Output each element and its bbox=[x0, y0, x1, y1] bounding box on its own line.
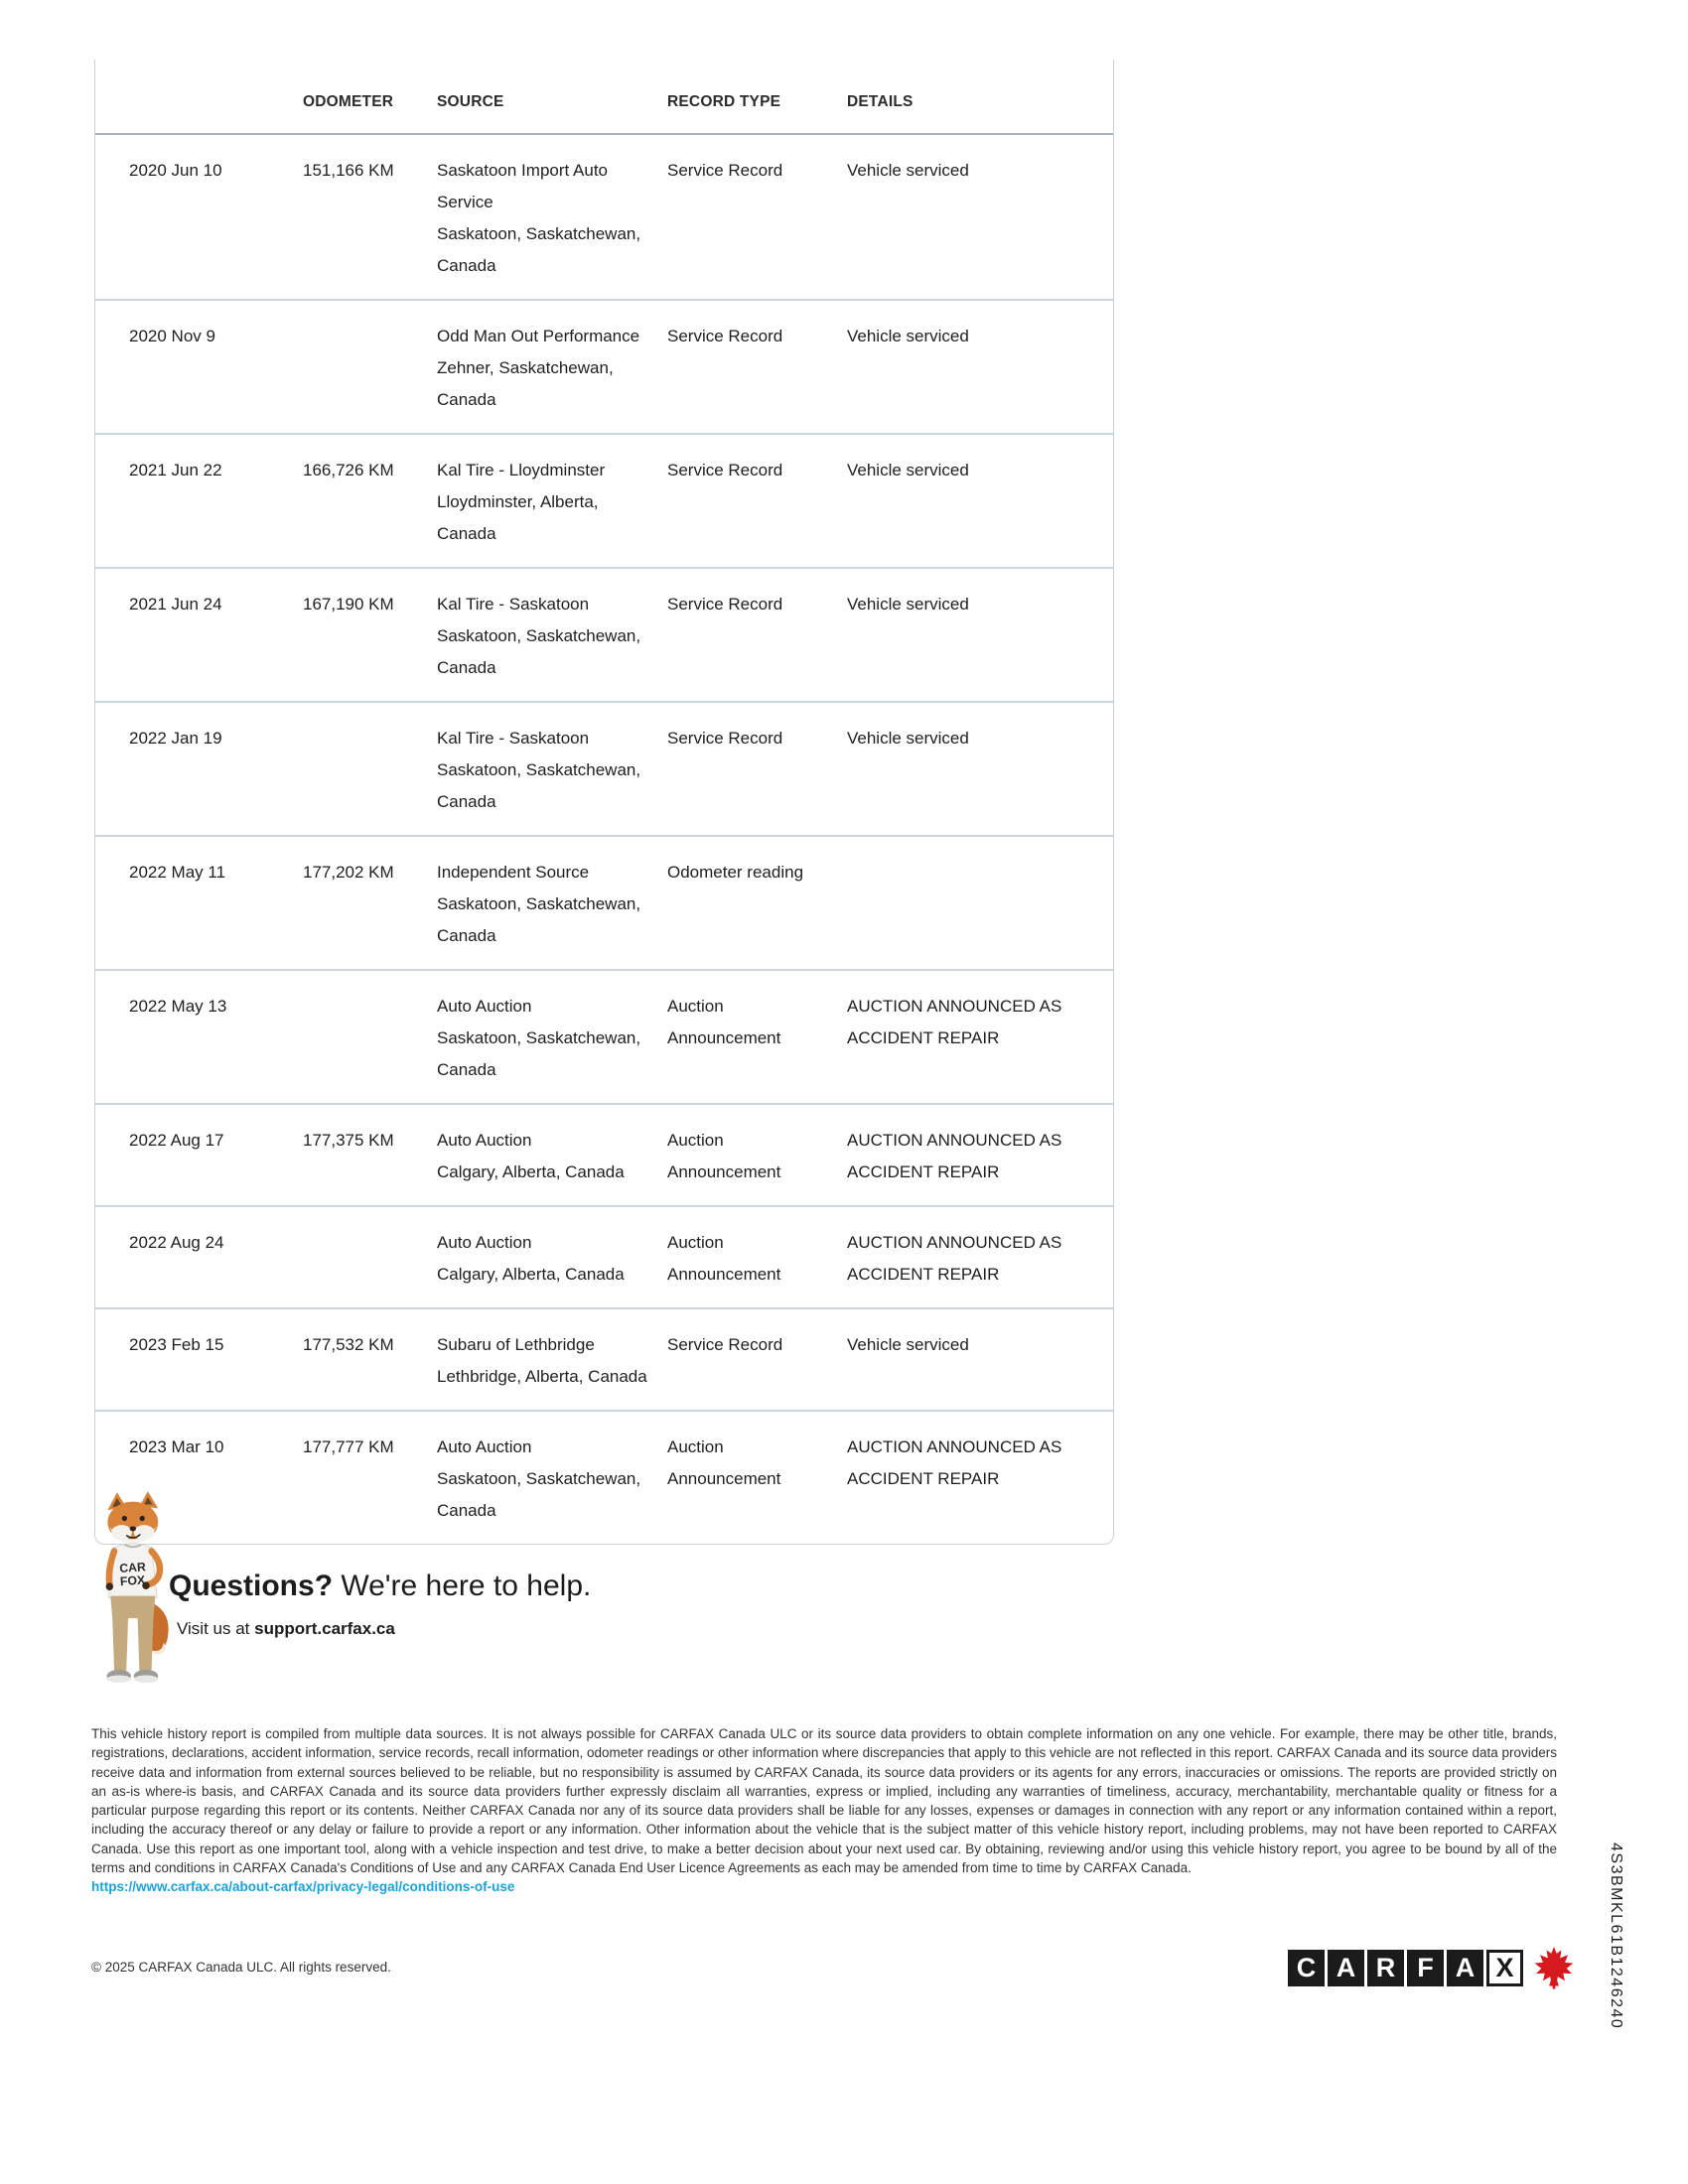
header-record-type: RECORD TYPE bbox=[667, 93, 781, 110]
record-date: 2023 Mar 10 bbox=[129, 1437, 224, 1456]
record-date: 2021 Jun 22 bbox=[129, 461, 222, 479]
record-type: Auction Announcement bbox=[667, 1233, 781, 1284]
source-name: Auto Auction bbox=[437, 1131, 532, 1150]
record-source bbox=[437, 1432, 667, 1527]
record-type: Service Record bbox=[667, 327, 783, 345]
source-location: Saskatoon, Saskatchewan, Canada bbox=[437, 1469, 641, 1520]
record-odometer bbox=[303, 321, 437, 416]
source-name: Kal Tire - Saskatoon bbox=[437, 595, 590, 614]
source-location: Saskatoon, Saskatchewan, Canada bbox=[437, 626, 641, 677]
table-row bbox=[95, 971, 1113, 1105]
logo-letter-f: F bbox=[1407, 1950, 1444, 1986]
help-title-bold: Questions? bbox=[169, 1570, 334, 1602]
record-details: Vehicle serviced bbox=[847, 595, 969, 614]
record-odometer: 177,202 KM bbox=[303, 863, 394, 882]
record-details: AUCTION ANNOUNCED AS ACCIDENT REPAIR bbox=[847, 1131, 1062, 1181]
header-source: SOURCE bbox=[437, 93, 504, 110]
record-type: Service Record bbox=[667, 729, 783, 748]
header-details: DETAILS bbox=[847, 93, 914, 110]
source-location: Saskatoon, Saskatchewan, Canada bbox=[437, 894, 641, 945]
record-date: 2022 Aug 24 bbox=[129, 1233, 224, 1252]
carfax-logo bbox=[1288, 1946, 1577, 1989]
record-source bbox=[437, 155, 667, 282]
record-date: 2023 Feb 15 bbox=[129, 1335, 224, 1354]
record-details: Vehicle serviced bbox=[847, 461, 969, 479]
source-name: Kal Tire - Lloydminster bbox=[437, 461, 606, 479]
record-date: 2022 Jan 19 bbox=[129, 729, 222, 748]
source-name: Auto Auction bbox=[437, 1233, 532, 1252]
record-date: 2020 Nov 9 bbox=[129, 327, 215, 345]
source-name: Auto Auction bbox=[437, 997, 532, 1016]
table-row bbox=[95, 1207, 1113, 1309]
record-type: Auction Announcement bbox=[667, 1437, 781, 1488]
record-source bbox=[437, 455, 667, 550]
source-name: Odd Man Out Performance bbox=[437, 327, 640, 345]
logo-letter-c: C bbox=[1288, 1950, 1325, 1986]
record-odometer: 177,777 KM bbox=[303, 1437, 394, 1456]
record-source bbox=[437, 1125, 667, 1188]
header-odometer: ODOMETER bbox=[303, 93, 394, 110]
record-details: Vehicle serviced bbox=[847, 729, 969, 748]
source-location: Zehner, Saskatchewan, Canada bbox=[437, 358, 614, 409]
legal-disclaimer bbox=[91, 1724, 1557, 1897]
carfax-logo-letters bbox=[1288, 1950, 1523, 1986]
record-date: 2021 Jun 24 bbox=[129, 595, 222, 614]
record-details: Vehicle serviced bbox=[847, 161, 969, 180]
record-details: AUCTION ANNOUNCED AS ACCIDENT REPAIR bbox=[847, 1437, 1062, 1488]
source-location: Calgary, Alberta, Canada bbox=[437, 1162, 625, 1181]
source-name: Independent Source bbox=[437, 863, 590, 882]
source-location: Saskatoon, Saskatchewan, Canada bbox=[437, 760, 641, 811]
disclaimer-text: This vehicle history report is compiled from multiple data sources. It is not always possible for CARFAX Canada ULC or its source data providers to obtain complete information on any one vehicle. For example, there may be other title, brands, registrations, declarations, accident information, service records, recall information, odometer readings or other information where discrepancies that apply to this vehicle are not reflected in this report. CARFAX Canada and its source data providers receive data and information from external sources believed to be reliable, but no responsibility is assumed by CARFAX Canada, its source data providers or its agents for any errors, inaccuracies or omissions. The reports are provided strictly on an as-is where-is basis, and CARFAX Canada and its source data providers further expressly disclaim all warranties, express or implied, including any warranties of timeliness, accuracy, merchantability, merchantable quality or fitness for a particular purpose regarding this report or its contents. Neither CARFAX Canada nor any of its source data providers shall be liable for any losses, expenses or damages in connection with any report or any information contained within a report, including the accuracy thereof or any delay or failure to provide a report or any information. Other information about the vehicle that is the subject matter of this vehicle history report, including problems, may not have been reported to CARFAX Canada. Use this report as one important tool, along with a vehicle inspection and test drive, to make a better decision about your next used car. By obtaining, reviewing and/or using this vehicle history report, you agree to be bound by all of the terms and conditions in CARFAX Canada's Conditions of Use and any CARFAX Canada End User Licence Agreements as each may be amended from time to time by CARFAX Canada. bbox=[91, 1726, 1557, 1876]
record-odometer: 167,190 KM bbox=[303, 595, 394, 614]
source-location: Saskatoon, Saskatchewan, Canada bbox=[437, 224, 641, 275]
table-row bbox=[95, 135, 1113, 301]
table-row bbox=[95, 301, 1113, 435]
record-type: Odometer reading bbox=[667, 863, 804, 882]
carfox-mascot bbox=[83, 1491, 177, 1688]
source-location: Lloydminster, Alberta, Canada bbox=[437, 492, 599, 543]
record-odometer: 177,532 KM bbox=[303, 1335, 394, 1354]
record-details: Vehicle serviced bbox=[847, 1335, 969, 1354]
record-odometer: 177,375 KM bbox=[303, 1131, 394, 1150]
record-source bbox=[437, 321, 667, 416]
table-header-row bbox=[95, 60, 1113, 135]
help-title bbox=[169, 1567, 591, 1606]
record-details bbox=[847, 857, 1090, 952]
record-odometer bbox=[303, 723, 437, 818]
table-row bbox=[95, 703, 1113, 837]
source-name: Kal Tire - Saskatoon bbox=[437, 729, 590, 748]
source-name: Saskatoon Import Auto Service bbox=[437, 161, 608, 211]
conditions-of-use-link[interactable]: https://www.carfax.ca/about-carfax/privacy-legal/conditions-of-use bbox=[91, 1879, 515, 1895]
logo-letter-x: X bbox=[1486, 1950, 1523, 1986]
support-site: support.carfax.ca bbox=[254, 1619, 395, 1638]
record-source bbox=[437, 589, 667, 684]
table-row bbox=[95, 837, 1113, 971]
table-row bbox=[95, 435, 1113, 569]
record-type: Service Record bbox=[667, 595, 783, 614]
logo-letter-a: A bbox=[1328, 1950, 1364, 1986]
record-details: AUCTION ANNOUNCED AS ACCIDENT REPAIR bbox=[847, 1233, 1062, 1284]
record-odometer bbox=[303, 1227, 437, 1291]
vin-vertical-label: 4S3BMKL61B1246240 bbox=[1608, 1843, 1624, 2030]
help-subtitle bbox=[169, 1619, 591, 1639]
record-type: Auction Announcement bbox=[667, 1131, 781, 1181]
table-row bbox=[95, 1412, 1113, 1544]
source-location: Lethbridge, Alberta, Canada bbox=[437, 1367, 647, 1386]
history-table bbox=[94, 60, 1114, 1545]
table-row bbox=[95, 569, 1113, 703]
record-source bbox=[437, 723, 667, 818]
source-name: Subaru of Lethbridge bbox=[437, 1335, 595, 1354]
table-row bbox=[95, 1309, 1113, 1412]
maple-leaf-icon bbox=[1531, 1946, 1577, 1989]
record-type: Service Record bbox=[667, 1335, 783, 1354]
record-details: AUCTION ANNOUNCED AS ACCIDENT REPAIR bbox=[847, 997, 1062, 1047]
record-source bbox=[437, 857, 667, 952]
source-location: Calgary, Alberta, Canada bbox=[437, 1265, 625, 1284]
source-location: Saskatoon, Saskatchewan, Canada bbox=[437, 1028, 641, 1079]
record-source bbox=[437, 1329, 667, 1393]
record-date: 2022 May 13 bbox=[129, 997, 227, 1016]
record-type: Auction Announcement bbox=[667, 997, 781, 1047]
record-odometer: 166,726 KM bbox=[303, 461, 394, 479]
record-details: Vehicle serviced bbox=[847, 327, 969, 345]
source-name: Auto Auction bbox=[437, 1437, 532, 1456]
mascot-shirt-text-car: CAR bbox=[118, 1560, 147, 1576]
table-row bbox=[95, 1105, 1113, 1207]
logo-letter-r: R bbox=[1367, 1950, 1404, 1986]
record-odometer bbox=[303, 991, 437, 1086]
record-date: 2022 May 11 bbox=[129, 863, 226, 882]
mascot-shirt-text-fox: FOX bbox=[119, 1572, 146, 1589]
record-type: Service Record bbox=[667, 461, 783, 479]
record-odometer: 151,166 KM bbox=[303, 161, 394, 180]
copyright-notice: © 2025 CARFAX Canada ULC. All rights reserved. bbox=[91, 1960, 391, 1975]
visit-prefix: Visit us at bbox=[177, 1619, 255, 1638]
logo-letter-a: A bbox=[1447, 1950, 1483, 1986]
record-source bbox=[437, 1227, 667, 1291]
help-title-rest: We're here to help. bbox=[333, 1570, 592, 1602]
record-type: Service Record bbox=[667, 161, 783, 180]
help-section bbox=[169, 1567, 591, 1639]
record-date: 2022 Aug 17 bbox=[129, 1131, 224, 1150]
record-date: 2020 Jun 10 bbox=[129, 161, 222, 180]
record-source bbox=[437, 991, 667, 1086]
